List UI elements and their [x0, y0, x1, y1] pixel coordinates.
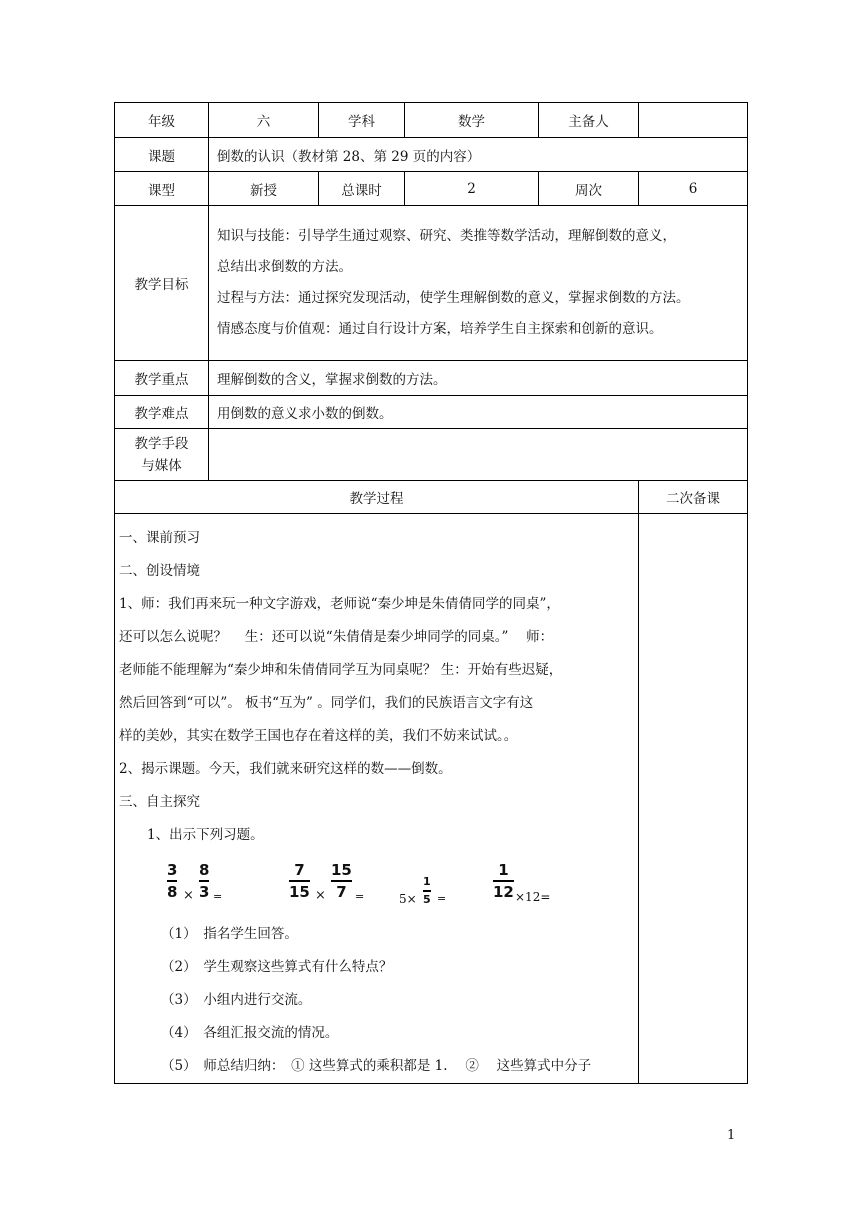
paragraph: 然后回答到“可以”。 板书“互为” 。同学们，我们的民族语言文字有这: [119, 695, 534, 711]
subject-value: 数学: [405, 103, 539, 138]
multiplier: ×12=: [515, 890, 551, 904]
equals-sign: =: [437, 892, 447, 905]
fraction: 7 15: [289, 861, 310, 901]
fraction: 8 3: [199, 861, 210, 901]
second-prep-header: 二次备课: [639, 481, 748, 514]
goals-line: 总结出求倒数的方法。: [217, 259, 352, 275]
fraction: 15 7: [331, 861, 352, 901]
week-label: 周次: [539, 172, 639, 206]
step-item: （2） 学生观察这些算式有什么特点？: [161, 959, 393, 975]
week-value: 6: [639, 172, 748, 206]
difficulty-value: 用倒数的意义求小数的倒数。: [209, 396, 748, 429]
step-item: （5） 师总结归纳： ① 这些算式的乘积都是 1. ② 这些算式中分子: [161, 1058, 592, 1074]
grade-value: 六: [209, 103, 319, 138]
topic-label: 课题: [115, 138, 209, 172]
goals-line: 过程与方法：通过探究发现活动，使学生理解倒数的意义，掌握求倒数的方法。: [217, 290, 690, 306]
section-preview: 一、课前预习: [119, 530, 200, 546]
media-label-line2: 与媒体: [141, 457, 182, 474]
math-exercises: [119, 852, 634, 918]
section-explore: 三、自主探究: [119, 794, 200, 810]
steps-list: [119, 918, 634, 1083]
equals-sign: =: [355, 890, 365, 903]
media-label: [115, 429, 209, 481]
goals-line: 知识与技能：引导学生通过观察、研究、类推等数学活动，理解倒数的意义，: [217, 228, 676, 244]
step-item: （1） 指名学生回答。: [161, 926, 298, 942]
paragraph: 1、师：我们再来玩一种文字游戏，老师说“秦少坤是朱倩倩同学的同桌”，: [119, 596, 560, 612]
process-content: [115, 514, 639, 1084]
page-number: 1: [727, 1128, 736, 1143]
step-item: （3） 小组内进行交流。: [161, 992, 312, 1008]
paragraph: 还可以怎么说呢？ 生：还可以说“朱倩倩是秦少坤同学的同桌。” 师：: [119, 629, 554, 645]
process-header: 教学过程: [115, 481, 639, 514]
media-value: [209, 429, 748, 481]
goals-content: [209, 206, 748, 361]
lesson-plan-table: [114, 102, 748, 1084]
second-prep-column: [639, 514, 748, 1084]
paragraph: 老师能不能理解为“秦少坤和朱倩倩同学互为同桌呢？ 生：开始有些迟疑，: [119, 662, 563, 678]
goals-line: 情感态度与价值观：通过自行设计方案，培养学生自主探索和创新的意识。: [217, 321, 663, 337]
type-value: 新授: [209, 172, 319, 206]
fraction: 1 12: [493, 861, 514, 901]
preparer-value: [639, 103, 748, 138]
hours-value: 2: [405, 172, 539, 206]
paragraph: 样的美妙，其实在数学王国也存在着这样的美，我们不妨来试试。。: [119, 728, 518, 744]
grade-label: 年级: [115, 103, 209, 138]
paragraph: 2、揭示课题。今天，我们就来研究这样的数——倒数。: [119, 761, 452, 777]
media-label-line1: 教学手段: [134, 435, 189, 452]
preparer-label: 主备人: [539, 103, 639, 138]
key-point-value: 理解倒数的含义，掌握求倒数的方法。: [209, 361, 748, 396]
times-sign: ×: [315, 888, 326, 903]
paragraph: 1、出示下列习题。: [147, 827, 264, 843]
hours-label: 总课时: [319, 172, 405, 206]
section-scenario: 二、创设情境: [119, 563, 200, 579]
type-label: 课型: [115, 172, 209, 206]
times-sign: ×: [183, 888, 194, 903]
multiplier: 5×: [399, 892, 417, 906]
difficulty-label: 教学难点: [115, 396, 209, 429]
key-point-label: 教学重点: [115, 361, 209, 396]
subject-label: 学科: [319, 103, 405, 138]
step-item: （4） 各组汇报交流的情况。: [161, 1025, 339, 1041]
goals-label: 教学目标: [115, 206, 209, 361]
equals-sign: =: [213, 890, 223, 903]
topic-value: 倒数的认识（教材第 28、第 29 页的内容）: [209, 138, 748, 172]
fraction: 3 8: [167, 861, 178, 901]
fraction: 1 5: [423, 875, 431, 906]
